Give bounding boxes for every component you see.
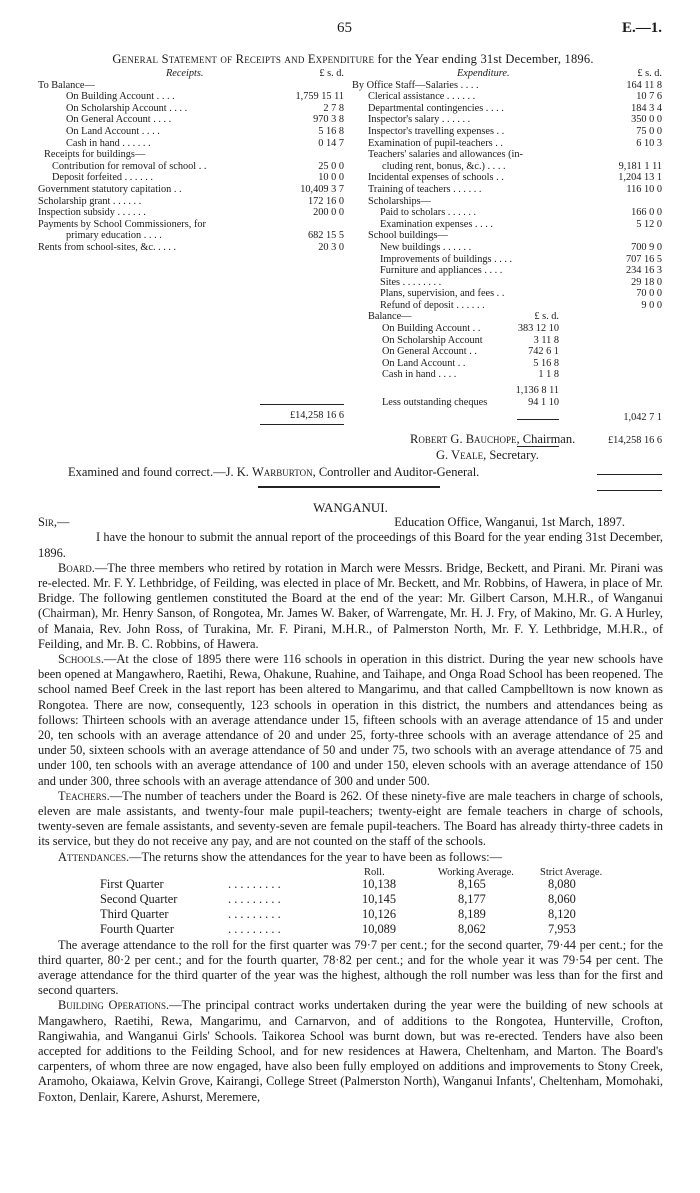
receipt-row-amount: 0 14 7 bbox=[318, 137, 344, 149]
expenditure-row-label: Furniture and appliances . . . . bbox=[380, 265, 503, 277]
attendance-quarter: Second Quarter bbox=[100, 892, 178, 907]
balance-row-amount: 1 1 8 bbox=[538, 369, 559, 381]
expenditure-row-label: Refund of deposit . . . . . . bbox=[380, 299, 485, 311]
attendance-strict: 7,953 bbox=[548, 922, 576, 937]
expenditure-row-label: By Office Staff—Salaries . . . . bbox=[352, 79, 479, 91]
expenditure-row bbox=[352, 207, 662, 219]
expenditure-row bbox=[352, 184, 662, 196]
expenditure-row-amount: 9,181 1 11 bbox=[618, 160, 662, 172]
expenditure-row-amount: 75 0 0 bbox=[636, 125, 662, 137]
expenditure-row-amount: 70 0 0 bbox=[636, 288, 662, 300]
balance-row-amount: 383 12 10 bbox=[517, 323, 559, 335]
attendance-row bbox=[38, 877, 663, 892]
receipts-list bbox=[38, 80, 346, 254]
currency-heading: £ s. d. bbox=[637, 68, 662, 79]
attendance-working: 8,062 bbox=[458, 922, 486, 937]
attendance-quarter: First Quarter bbox=[100, 876, 164, 891]
expenditure-row-amount: 6 10 3 bbox=[636, 137, 662, 149]
receipt-row bbox=[38, 114, 346, 126]
expenditure-row-label: Scholarships— bbox=[368, 195, 431, 207]
receipt-row-label: To Balance— bbox=[38, 79, 95, 91]
expenditure-row-label: Improvements of buildings . . . . bbox=[380, 253, 513, 265]
average-paragraph: The average attendance to the roll for the first quarter was 79·7 per cent.; for the second quarter, 79·44 per cent.; for the third quarter, 80·2 per cent.; and for the fourth quarter, 78·82 per cent.; and for the whole year it was 79·54 per cent. The average attendance for the third quarter of the year was the highest, although the roll number was less than for the first and second quarters. bbox=[38, 937, 663, 998]
expenditure-heading: Expenditure. bbox=[457, 68, 510, 79]
expenditure-row bbox=[352, 242, 662, 254]
expenditure-row-amount: 166 0 0 bbox=[631, 207, 662, 219]
balance-row-label: On Land Account . . bbox=[382, 357, 466, 369]
receipt-row-amount: 20 3 0 bbox=[318, 241, 344, 253]
receipt-row-label: On Land Account . . . . bbox=[66, 125, 160, 137]
section-divider bbox=[258, 486, 440, 488]
attendance-roll: 10,145 bbox=[362, 892, 397, 907]
outstanding-row: Less outstanding cheques 94 1 10 bbox=[382, 396, 559, 408]
attendance-strict: 8,060 bbox=[548, 892, 576, 907]
secretary-signature: G. Veale, Secretary. bbox=[436, 448, 539, 462]
audit-line: Examined and found correct.—J. K. Warburton, Controller and Auditor-General. bbox=[68, 465, 480, 479]
receipt-row bbox=[38, 196, 346, 208]
receipt-row bbox=[38, 103, 346, 115]
receipt-row-amount: 1,759 15 11 bbox=[295, 91, 344, 103]
statement-title: General Statement of Receipts and Expenditure for the Year ending 31st December, 1896. bbox=[112, 52, 594, 66]
expenditure-total: £14,258 16 6 bbox=[607, 434, 662, 446]
expenditure-row-label: cluding rent, bonus, &c.) . . . . bbox=[382, 160, 506, 172]
attendance-dots: . . . . . . . . . bbox=[228, 892, 281, 907]
expenditure-row-label: Examination of pupil-teachers . . bbox=[368, 137, 503, 149]
receipt-row-label: Cash in hand . . . . . . bbox=[66, 137, 151, 149]
board-paragraph: Board.—The three members who retired by rotation in March were Messrs. Bridge, Beckett, and Pirani. Mr. Pirani was re-elected. Mr. F. Y. Lethbridge, of Feilding, was elected in place of Mr. Beckett, and Mr. Robbins, of Hawera, in place of Mr. Bridge. The following gentlemen constituted the Board at the end of the year: Mr. Gilbert Carson, M.H.R., of Wanganui (Chairman), Mr. Henry Sanson, of Rongotea, Mr. James W. Baker, of Warrengate, Mr. H. J. Fry, of Makino, Mr. G. A Hurley, of Manaia, Rev. John Ross, of Turakina, Mr. F. Pirani, M.H.R., of Palmerston North, Mr. F. Y. Lethbridge, M.H.R., of Feilding, and Mr. B. C. Robbins, of Hawera. bbox=[38, 560, 663, 651]
page-header bbox=[0, 20, 700, 40]
attendance-working: 8,189 bbox=[458, 907, 486, 922]
attendance-dots: . . . . . . . . . bbox=[228, 876, 281, 891]
receipt-row-label: On Building Account . . . . bbox=[66, 91, 175, 103]
report-heading: WANGANUI. bbox=[313, 500, 388, 515]
receipt-row-amount: 682 15 5 bbox=[307, 230, 344, 242]
expenditure-row bbox=[352, 265, 662, 277]
receipt-row bbox=[38, 126, 346, 138]
receipt-row-label: Payments by School Commissioners, for bbox=[38, 218, 206, 230]
expenditure-row-amount: 116 10 0 bbox=[626, 183, 662, 195]
outstanding-amount: 94 1 10 bbox=[528, 396, 559, 408]
receipt-row bbox=[38, 184, 346, 196]
expenditure-row-label: Inspector's travelling expenses . . bbox=[368, 125, 505, 137]
balance-row-label: On Scholarship Account bbox=[382, 334, 483, 346]
balance-row bbox=[352, 358, 662, 370]
expenditure-row bbox=[352, 196, 662, 208]
receipt-row-label: Inspection subsidy . . . . . . bbox=[38, 207, 146, 219]
expenditure-row bbox=[352, 103, 662, 115]
report-body bbox=[38, 500, 663, 1105]
expenditure-row-amount: 1,204 13 1 bbox=[618, 172, 662, 184]
balance-row-label: On General Account . . bbox=[382, 346, 477, 358]
attendance-table-header: Roll. Working Average. Strict Average. bbox=[364, 866, 603, 878]
salutation: Sir,— bbox=[38, 515, 70, 530]
receipt-row-amount: 2 7 8 bbox=[323, 102, 344, 114]
balance-list bbox=[352, 323, 662, 381]
expenditure-row-amount: 5 12 0 bbox=[636, 218, 662, 230]
teachers-paragraph: Teachers.—The number of teachers under the Board is 262. Of these ninety-five are male teachers in charge of schools, eleven are male assistants, and twenty-four male pupil-teachers; twenty-eight are female teachers in charge of schools, twenty-seven are female assistants, and seventy-seven are female pupil-teachers. The Board has already thirty-three cadets in its service, but they do not receive any pay, and are not counted on the staff of the schools. bbox=[38, 788, 663, 849]
expenditure-row-label: Paid to scholars . . . . . . bbox=[380, 207, 477, 219]
rule bbox=[597, 474, 662, 475]
receipt-row bbox=[38, 161, 346, 173]
balance-row bbox=[352, 323, 662, 335]
rule bbox=[597, 490, 662, 491]
attendance-roll: 10,138 bbox=[362, 876, 397, 891]
receipt-row-amount: 10 0 0 bbox=[318, 172, 344, 184]
expenditure-row-amount: 707 16 5 bbox=[625, 253, 662, 265]
receipt-row-label: Government statutory capitation . . bbox=[38, 183, 182, 195]
expenditure-row-amount: 29 18 0 bbox=[631, 276, 662, 288]
expenditure-row bbox=[352, 300, 662, 312]
attendance-quarter: Third Quarter bbox=[100, 907, 169, 922]
receipt-row-label: Rents from school-sites, &c. . . . . bbox=[38, 241, 177, 253]
attendance-working: 8,165 bbox=[458, 876, 486, 891]
expenditure-row bbox=[352, 172, 662, 184]
expenditure-row-label: Plans, supervision, and fees . . bbox=[380, 288, 505, 300]
expenditure-row-label: Incidental expenses of schools . . bbox=[368, 172, 504, 184]
expenditure-row bbox=[352, 138, 662, 150]
balance-row bbox=[352, 346, 662, 358]
expenditure-row bbox=[352, 219, 662, 231]
attendance-dots: . . . . . . . . . bbox=[228, 907, 281, 922]
rule bbox=[260, 404, 344, 405]
attendance-dots: . . . . . . . . . bbox=[228, 922, 281, 937]
balance-heading-row: Balance— £ s. d. bbox=[368, 311, 559, 323]
balance-net: 1,042 7 1 bbox=[623, 412, 662, 424]
expenditure-row-label: School buildings— bbox=[368, 230, 448, 242]
receipt-row bbox=[38, 242, 346, 254]
receipt-row-amount: 25 0 0 bbox=[318, 160, 344, 172]
expenditure-row bbox=[352, 288, 662, 300]
expenditure-row-label: Training of teachers . . . . . . bbox=[368, 183, 482, 195]
expenditure-row bbox=[352, 149, 662, 161]
receipt-row bbox=[38, 80, 346, 92]
balance-row-label: On Building Account . . bbox=[382, 323, 481, 335]
receipt-row bbox=[38, 207, 346, 219]
expenditure-row-label: Inspector's salary . . . . . . bbox=[368, 114, 471, 126]
expenditure-row bbox=[352, 277, 662, 289]
expenditure-list bbox=[352, 80, 662, 312]
attendance-strict: 8,120 bbox=[548, 907, 576, 922]
receipt-row-label: Scholarship grant . . . . . . bbox=[38, 195, 142, 207]
receipt-row-amount: 172 16 0 bbox=[307, 195, 344, 207]
expenditure-row-amount: 184 3 4 bbox=[631, 102, 662, 114]
expenditure-row-label: Sites . . . . . . . . bbox=[380, 276, 442, 288]
expenditure-row-label: Departmental contingencies . . . . bbox=[368, 102, 504, 114]
receipt-row-label: Receipts for buildings— bbox=[44, 149, 146, 161]
attendances-paragraph: Attendances.—The returns show the attendances for the year to have been as follows:— bbox=[58, 849, 503, 864]
attendance-strict: 8,080 bbox=[548, 876, 576, 891]
receipt-row bbox=[38, 138, 346, 150]
receipt-row-amount: 10,409 3 7 bbox=[300, 183, 344, 195]
receipts-total: £14,258 16 6 bbox=[289, 410, 344, 421]
attendance-row bbox=[38, 907, 663, 922]
expenditure-row bbox=[352, 254, 662, 266]
building-paragraph: Building Operations.—The principal contract works undertaken during the year were the building of new schools at Mangawhero, Raetihi, Rewa, Mangarimu, and Carnarvon, and of additions to the Rongotea, Hunterville, Crofton, Rangiwahia, and Wanganui Girls' Schools. Taikorea School was burnt down, but was re-erected. Tenders have also been accepted for additions to the Feilding School, and for new residences at Hawera, Cheltenham, and Marton. The Board's carpenters, of whom three are now engaged, have also been fully employed on additions and improvements to Stony Creek, Aramoho, Okaiawa, Kelvin Grove, Kairangi, College Street (Palmerston North), Wanganui Infants', Cheltenham, Momohaki, Foxton, Denlair, Karere, Ashurst, Meremere, bbox=[38, 998, 664, 1104]
expenditure-row bbox=[352, 80, 662, 92]
receipt-row bbox=[38, 91, 346, 103]
receipt-row-amount: 970 3 8 bbox=[313, 114, 344, 126]
receipt-row-amount: 5 16 8 bbox=[318, 125, 344, 137]
receipt-row bbox=[38, 230, 346, 242]
schools-paragraph: Schools.—At the close of 1895 there were 116 schools in operation in this district. During the year new schools have been opened at Mangawhero, Raetihi, Rewa, Ohakune, Ruahine, and Taihape, and Onga Road School has been reopened. The school named Beef Creek in the last report has been altered to Mangarimu, and that called Campbelltown is now known as Rongotea. There are now, consequently, 123 schools in operation in this district, the numbers and attendances being as follows: Thirteen schools with an average attendance under 15, fifteen schools with an average attendance of 15 and under 20, ten schools with an average attendance of 20 and under 25, forty-three schools with an average attendance of 25 and under 50, sixteen schools with an average attendance of 50 and under 75, two schools with an average attendance of 75 and under 100, ten schools with an average attendance of 100 and under 150, eleven schools with an average attendance of 150 and under 300, three schools with an average attendance of 300 and under 500. bbox=[38, 652, 663, 788]
expenditure-row-label: Examination expenses . . . . bbox=[380, 218, 493, 230]
receipts-heading: Receipts. bbox=[166, 68, 204, 79]
attendance-quarter: Fourth Quarter bbox=[100, 922, 174, 937]
expenditure-row-amount: 164 11 8 bbox=[626, 79, 662, 91]
receipt-row bbox=[38, 172, 346, 184]
receipt-row bbox=[38, 149, 346, 161]
expenditure-column bbox=[352, 68, 662, 446]
receipt-row-label: On Scholarship Account . . . . bbox=[66, 102, 188, 114]
receipt-row-amount: 200 0 0 bbox=[313, 207, 344, 219]
currency-heading: £ s. d. bbox=[319, 68, 344, 79]
expenditure-row bbox=[352, 161, 662, 173]
receipt-row-label: Contribution for removal of school . . bbox=[52, 160, 207, 172]
balance-row-amount: 5 16 8 bbox=[533, 357, 559, 369]
attendance-roll: 10,089 bbox=[362, 922, 397, 937]
rule bbox=[260, 424, 344, 425]
balance-subtotal-row bbox=[352, 385, 662, 397]
receipt-row-label: primary education . . . . bbox=[66, 230, 162, 242]
attendance-roll: 10,126 bbox=[362, 907, 397, 922]
page-number: 65 bbox=[337, 20, 352, 36]
balance-row-label: Cash in hand . . . . bbox=[382, 369, 457, 381]
expenditure-row-amount: 10 7 6 bbox=[636, 91, 662, 103]
balance-net-row bbox=[352, 412, 662, 424]
expenditure-row bbox=[352, 91, 662, 103]
expenditure-row bbox=[352, 126, 662, 138]
expenditure-row-label: Clerical assistance . . . . . . bbox=[368, 91, 476, 103]
receipt-row-label: On General Account . . . . bbox=[66, 114, 172, 126]
document-reference: E.—1. bbox=[621, 20, 662, 36]
expenditure-row-amount: 9 0 0 bbox=[641, 299, 662, 311]
attendance-table bbox=[38, 877, 663, 938]
balance-subtotal: 1,136 8 11 bbox=[515, 385, 559, 397]
attendance-working: 8,177 bbox=[458, 892, 486, 907]
expenditure-row-amount: 234 16 3 bbox=[625, 265, 662, 277]
expenditure-row-amount: 700 9 0 bbox=[631, 241, 662, 253]
balance-row bbox=[352, 369, 662, 381]
attendance-row bbox=[38, 922, 663, 937]
receipt-row bbox=[38, 219, 346, 231]
receipt-row-label: Deposit forfeited . . . . . . bbox=[52, 172, 153, 184]
expenditure-row-label: Teachers' salaries and allowances (in- bbox=[368, 149, 523, 161]
expenditure-row bbox=[352, 114, 662, 126]
balance-row bbox=[352, 335, 662, 347]
expenditure-row-label: New buildings . . . . . . bbox=[380, 241, 472, 253]
intro-paragraph: I have the honour to submit the annual report of the proceedings of this Board for the year ending 31st December, 1896. bbox=[38, 530, 663, 560]
balance-row-amount: 742 6 1 bbox=[528, 346, 559, 358]
dateline: Education Office, Wanganui, 1st March, 1897. bbox=[394, 515, 625, 530]
receipts-column bbox=[38, 68, 346, 254]
chairman-signature: Robert G. Bauchope, Chairman. bbox=[410, 432, 576, 446]
attendance-row bbox=[38, 892, 663, 907]
expenditure-row bbox=[352, 230, 662, 242]
expenditure-row-amount: 350 0 0 bbox=[631, 114, 662, 126]
balance-row-amount: 3 11 8 bbox=[533, 334, 559, 346]
